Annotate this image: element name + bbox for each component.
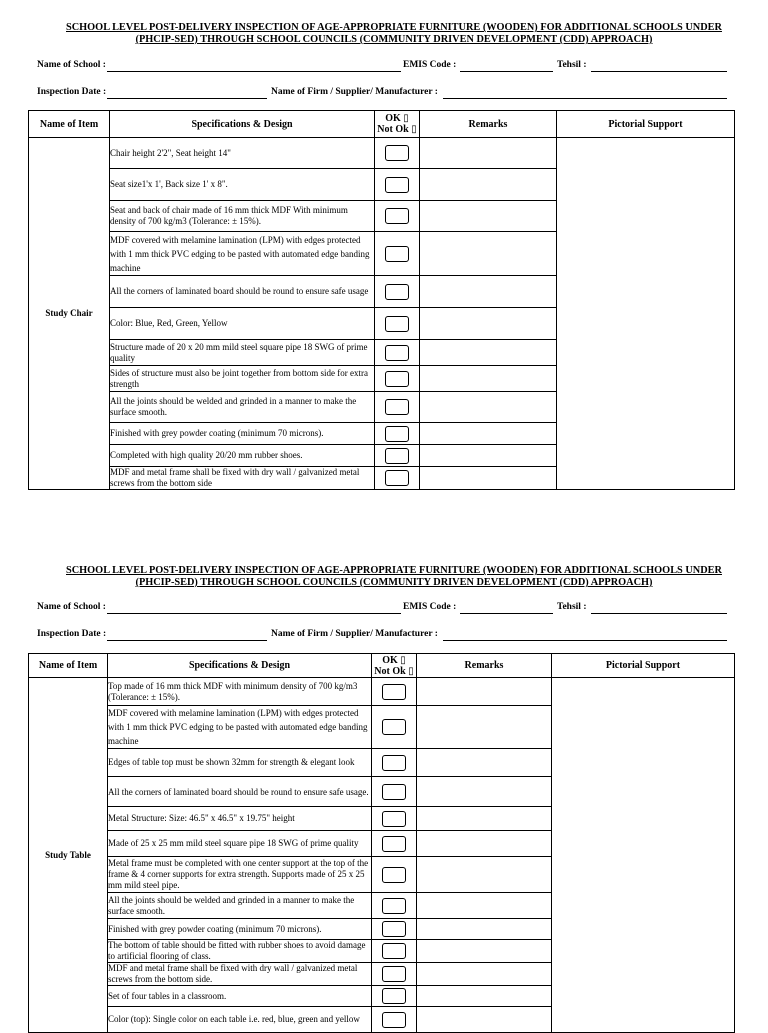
header-ok-label: OK ▯ — [385, 113, 409, 124]
spec-cell: MDF covered with melamine lamination (LPM) with edges protected with 1 mm thick PVC edging to be pasted with automated edge banding machine — [110, 232, 375, 276]
ok-check-cell — [375, 138, 420, 169]
ok-checkbox[interactable] — [382, 1012, 406, 1028]
tehsil-field[interactable] — [557, 602, 727, 616]
ok-check-cell — [372, 749, 417, 777]
spec-cell: Sides of structure must also be joint together from bottom side for extra strength — [110, 366, 375, 392]
firm-name-line[interactable] — [443, 98, 727, 99]
form-title — [60, 22, 728, 46]
firm-name-field[interactable] — [271, 629, 727, 643]
ok-checkbox[interactable] — [385, 470, 409, 486]
header-ok-status — [375, 111, 420, 138]
inspection-info-row — [37, 87, 727, 101]
ok-checkbox[interactable] — [382, 898, 406, 914]
spec-cell: Metal frame must be completed with one center support at the top of the frame & 4 corner supports for extra strength. Supports made of 25 x 25 mm mild steel pipe. — [108, 857, 372, 893]
ok-check-cell — [375, 169, 420, 201]
ok-check-cell — [372, 986, 417, 1007]
ok-checkbox[interactable] — [385, 426, 409, 442]
school-info-row — [37, 60, 727, 74]
spec-cell: All the corners of laminated board should be round to ensure safe usage. — [108, 777, 372, 807]
remarks-cell[interactable] — [417, 919, 552, 940]
tehsil-label: Tehsil : — [557, 60, 587, 70]
spec-cell: Edges of table top must be shown 32mm for strength & elegant look — [108, 749, 372, 777]
ok-checkbox[interactable] — [385, 399, 409, 415]
pictorial-support-cell — [557, 138, 735, 490]
table-row — [29, 138, 735, 169]
emis-code-field[interactable] — [403, 60, 557, 74]
remarks-cell[interactable] — [417, 831, 552, 857]
ok-checkbox[interactable] — [385, 177, 409, 193]
ok-checkbox[interactable] — [382, 811, 406, 827]
ok-checkbox[interactable] — [385, 145, 409, 161]
emis-code-line[interactable] — [460, 71, 553, 72]
ok-check-cell — [372, 893, 417, 919]
header-ok-label: OK ▯ — [382, 654, 406, 666]
school-name-line[interactable] — [107, 613, 401, 614]
inspection-date-line[interactable] — [107, 98, 267, 99]
ok-check-cell — [372, 857, 417, 893]
remarks-cell[interactable] — [417, 986, 552, 1007]
spec-cell: Set of four tables in a classroom. — [108, 986, 372, 1007]
ok-check-cell — [372, 678, 417, 706]
header-not-ok-label: Not Ok ▯ — [377, 124, 417, 135]
school-info-row — [37, 602, 727, 616]
ok-check-cell — [372, 1007, 417, 1033]
tehsil-field[interactable] — [557, 60, 727, 74]
remarks-cell[interactable] — [417, 963, 552, 986]
table-header-row — [29, 654, 735, 678]
spec-cell: Finished with grey powder coating (minimum 70 microns). — [108, 919, 372, 940]
header-pictorial-support: Pictorial Support — [552, 654, 735, 678]
ok-check-cell — [375, 232, 420, 276]
remarks-cell[interactable] — [420, 276, 557, 308]
spec-cell: MDF and metal frame shall be fixed with dry wall / galvanized metal screws from the bottom side — [110, 467, 375, 490]
ok-check-cell — [372, 777, 417, 807]
school-name-field[interactable] — [37, 60, 403, 74]
ok-checkbox[interactable] — [382, 755, 406, 771]
emis-code-label: EMIS Code : — [403, 602, 457, 612]
school-name-label: Name of School : — [37, 602, 106, 612]
ok-checkbox[interactable] — [382, 784, 406, 800]
remarks-cell[interactable] — [417, 678, 552, 706]
inspection-table — [28, 110, 735, 490]
header-pictorial-support: Pictorial Support — [557, 111, 735, 138]
tehsil-label: Tehsil : — [557, 602, 587, 612]
spec-cell: Chair height 2'2", Seat height 14" — [110, 138, 375, 169]
item-name-cell: Study Chair — [29, 138, 110, 490]
ok-checkbox[interactable] — [385, 345, 409, 361]
spec-cell: Color (top): Single color on each table i.e. red, blue, green and yellow — [108, 1007, 372, 1033]
remarks-cell[interactable] — [420, 445, 557, 467]
remarks-cell[interactable] — [420, 201, 557, 232]
table-row — [29, 678, 735, 706]
remarks-cell[interactable] — [417, 940, 552, 963]
ok-check-cell — [372, 831, 417, 857]
spec-cell: Top made of 16 mm thick MDF with minimum density of 700 kg/m3 (Tolerance: ± 15%). — [108, 678, 372, 706]
header-item-name: Name of Item — [29, 654, 108, 678]
spec-cell: Structure made of 20 x 20 mm mild steel square pipe 18 SWG of prime quality — [110, 340, 375, 366]
form-title-line-2: (PHCIP-SED) THROUGH SCHOOL COUNCILS (COMMUNITY DRIVEN DEVELOPMENT (CDD) APPROACH) — [135, 577, 653, 588]
emis-code-line[interactable] — [460, 613, 553, 614]
item-name-cell: Study Table — [29, 678, 108, 1033]
pictorial-support-cell — [552, 678, 735, 1033]
firm-name-field[interactable] — [271, 87, 727, 101]
form-title — [60, 565, 728, 589]
spec-cell: All the joints should be welded and grinded in a manner to make the surface smooth. — [108, 893, 372, 919]
spec-cell: All the joints should be welded and grinded in a manner to make the surface smooth. — [110, 392, 375, 423]
spec-cell: MDF and metal frame shall be fixed with dry wall / galvanized metal screws from the bottom side. — [108, 963, 372, 986]
remarks-cell[interactable] — [417, 1007, 552, 1033]
header-specifications: Specifications & Design — [110, 111, 375, 138]
ok-checkbox[interactable] — [382, 988, 406, 1004]
ok-checkbox[interactable] — [382, 867, 406, 883]
ok-check-cell — [375, 467, 420, 490]
spec-cell: Seat size1'x 1', Back size 1' x 8". — [110, 169, 375, 201]
school-name-field[interactable] — [37, 602, 403, 616]
tehsil-line[interactable] — [591, 71, 727, 72]
ok-checkbox[interactable] — [385, 371, 409, 387]
ok-checkbox[interactable] — [382, 719, 406, 735]
ok-checkbox[interactable] — [385, 284, 409, 300]
inspection-date-line[interactable] — [107, 640, 267, 641]
ok-checkbox[interactable] — [382, 943, 406, 959]
ok-checkbox[interactable] — [382, 966, 406, 982]
inspection-info-row — [37, 629, 727, 643]
ok-check-cell — [375, 366, 420, 392]
firm-name-label: Name of Firm / Supplier/ Manufacturer : — [271, 629, 438, 639]
ok-check-cell — [375, 308, 420, 340]
remarks-cell[interactable] — [417, 807, 552, 831]
ok-checkbox[interactable] — [382, 836, 406, 852]
remarks-cell[interactable] — [420, 366, 557, 392]
inspection-date-field[interactable] — [37, 87, 271, 101]
inspection-table — [28, 653, 735, 1033]
header-item-name: Name of Item — [29, 111, 110, 138]
remarks-cell[interactable] — [417, 749, 552, 777]
remarks-cell[interactable] — [420, 392, 557, 423]
ok-check-cell — [375, 392, 420, 423]
firm-name-line[interactable] — [443, 640, 727, 641]
remarks-cell[interactable] — [417, 777, 552, 807]
ok-check-cell — [372, 940, 417, 963]
form-title-line-1: SCHOOL LEVEL POST-DELIVERY INSPECTION OF AGE-APPROPRIATE FURNITURE (WOODEN) FOR ADDITIONAL SCHOOLS UNDER — [66, 565, 722, 576]
ok-checkbox[interactable] — [382, 921, 406, 937]
spec-cell: Seat and back of chair made of 16 mm thick MDF With minimum density of 700 kg/m3 (Tolerance: ± 15%). — [110, 201, 375, 232]
ok-check-cell — [372, 807, 417, 831]
form-title-line-1: SCHOOL LEVEL POST-DELIVERY INSPECTION OF AGE-APPROPRIATE FURNITURE (WOODEN) FOR ADDITIONAL SCHOOLS UNDER — [66, 22, 722, 33]
inspection-date-label: Inspection Date : — [37, 87, 107, 97]
header-not-ok-label: Not Ok ▯ — [374, 665, 414, 677]
ok-check-cell — [375, 340, 420, 366]
remarks-cell[interactable] — [420, 467, 557, 490]
remarks-cell[interactable] — [417, 857, 552, 893]
remarks-cell[interactable] — [420, 232, 557, 276]
header-specifications: Specifications & Design — [108, 654, 372, 678]
form-title-line-2: (PHCIP-SED) THROUGH SCHOOL COUNCILS (COMMUNITY DRIVEN DEVELOPMENT (CDD) APPROACH) — [135, 34, 653, 45]
ok-check-cell — [375, 276, 420, 308]
ok-checkbox[interactable] — [385, 316, 409, 332]
tehsil-line[interactable] — [591, 613, 727, 614]
remarks-cell[interactable] — [420, 308, 557, 340]
header-remarks: Remarks — [417, 654, 552, 678]
spec-cell: Finished with grey powder coating (minimum 70 microns). — [110, 423, 375, 445]
inspection-date-field[interactable] — [37, 629, 271, 643]
spec-cell: Completed with high quality 20/20 mm rubber shoes. — [110, 445, 375, 467]
remarks-cell[interactable] — [420, 340, 557, 366]
ok-check-cell — [372, 919, 417, 940]
school-name-line[interactable] — [107, 71, 401, 72]
ok-checkbox[interactable] — [385, 448, 409, 464]
emis-code-label: EMIS Code : — [403, 60, 457, 70]
firm-name-label: Name of Firm / Supplier/ Manufacturer : — [271, 87, 438, 97]
ok-checkbox[interactable] — [385, 246, 409, 262]
ok-check-cell — [375, 445, 420, 467]
spec-cell: Color: Blue, Red, Green, Yellow — [110, 308, 375, 340]
emis-code-field[interactable] — [403, 602, 557, 616]
spec-cell: Metal Structure: Size: 46.5" x 46.5" x 19.75" height — [108, 807, 372, 831]
ok-checkbox[interactable] — [382, 684, 406, 700]
spec-cell: Made of 25 x 25 mm mild steel square pipe 18 SWG of prime quality — [108, 831, 372, 857]
ok-check-cell — [375, 423, 420, 445]
remarks-cell[interactable] — [417, 893, 552, 919]
remarks-cell[interactable] — [417, 706, 552, 749]
header-remarks: Remarks — [420, 111, 557, 138]
ok-checkbox[interactable] — [385, 208, 409, 224]
spec-cell: All the corners of laminated board should be round to ensure safe usage — [110, 276, 375, 308]
ok-check-cell — [375, 201, 420, 232]
remarks-cell[interactable] — [420, 138, 557, 169]
remarks-cell[interactable] — [420, 169, 557, 201]
remarks-cell[interactable] — [420, 423, 557, 445]
school-name-label: Name of School : — [37, 60, 106, 70]
ok-check-cell — [372, 963, 417, 986]
table-header-row — [29, 111, 735, 138]
spec-cell: The bottom of table should be fitted with rubber shoes to avoid damage to artificial flooring of class. — [108, 940, 372, 963]
inspection-date-label: Inspection Date : — [37, 629, 107, 639]
ok-check-cell — [372, 706, 417, 749]
header-ok-status — [372, 654, 417, 678]
spec-cell: MDF covered with melamine lamination (LPM) with edges protected with 1 mm thick PVC edging to be pasted with automated edge banding machine — [108, 706, 372, 749]
